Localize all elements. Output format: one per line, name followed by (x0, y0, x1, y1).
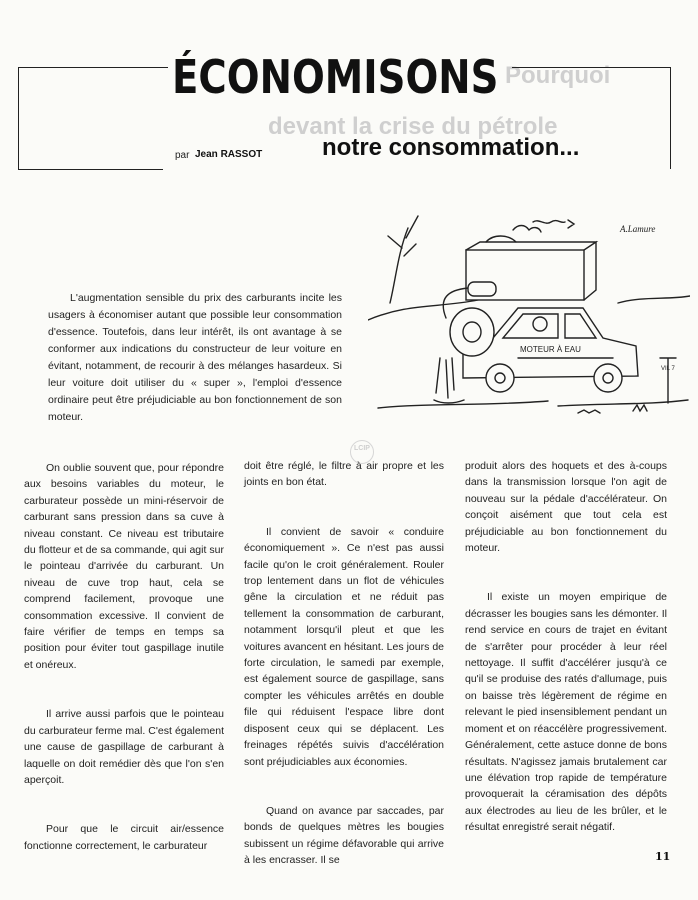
paragraph: On oublie souvent que, pour répondre aux besoins variables du moteur, le carburateur possède un mini-réservoir de carburant sans pression dans sa cuve à niveau constant. Ce niveau est tributaire du flotteur et de sa commande, qui agit sur le pointeau d'arrivée du carburant. Un niveau de cuve trop haut, cela se comprend facilement, provoque une consommation excessive. Il convient de faire vérifier de temps en temps sa position pour éviter tout gaspillage inutile et onéreux. (24, 462, 224, 671)
show-through-text: Pourquoi (505, 62, 611, 89)
article-subtitle: notre consommation... (322, 134, 580, 161)
paragraph: Il convient de savoir « conduire économiquement ». Ce n'est pas aussi facile qu'on le croit généralement. Rouler trop lentement dans un flot de véhicules gêne la circulation et ne réduit pas tellement la consommation de carburant, notamment lorsqu'il pleut et que les voitures avancent en hésitant. Les jours de forte circulation, le samedi par exemple, est également source de gaspillage, sans compter les véhicules arrêtés en double file qui réduisent l'espace libre dont disposent ceux qui se déplacent. Les freinages répétés suivis d'accélération sont préjudiciables aux économies. (244, 525, 444, 768)
text-column-1 (24, 460, 224, 887)
article-intro: L'augmentation sensible du prix des carburants incite les usagers à économiser autant que possible leur consommation d'essence. Toutefois, dans leur intérêt, ils ont avantage à se conformer aux indications du constructeur de leur voiture en évitant, notamment, de recourir à des mélanges hasardeux. Si leur voiture doit utiliser du « super », l'emploi d'essence ordinaire peut être préjudiciable au bon fonctionnement de son moteur. (48, 292, 342, 423)
title-frame-line (18, 67, 168, 68)
paragraph: Il existe un moyen empirique de décrasser les bougies sans les démonter. Il rend service en cours de trajet en évitant de s'arrêter pour procéder à leur réel nettoyage. Il suffit d'accélérer jusqu'à ce qu'il se produise des ratés d'allumage, puis on baisse très légèrement de régime en relevant le pied insensiblement pendant un moment et on réaccélère progressivement. Généralement, cette astuce donne de bons résultats. N'agissez jamais brutalement car une élévation trop rapide de température provoquerait la céramisation des dépôts aux électrodes au lieu de les brûler, et le résultat enregistré serait négatif. (465, 591, 667, 834)
byline-author: Jean RASSOT (195, 149, 263, 160)
library-stamp: LCIP (350, 440, 374, 464)
paragraph: produit alors des hoquets et des à-coups dans la transmission lorsque l'on agit de nouveau sur la pédale d'accélérateur. On conçoit aisément que tout cela est préjudiciable au bon fonctionnement du moteur. (465, 460, 667, 555)
signpost (660, 358, 676, 403)
paragraph: Il arrive aussi parfois que le pointeau du carburateur ferme mal. C'est également une cause de gaspillage de carburant à laquelle on doit remédier dès que l'on s'en aperçoit. (24, 708, 224, 786)
artist-signature: A.Lamure (620, 224, 656, 234)
car-wheel (486, 364, 514, 392)
title-frame-line (18, 67, 19, 169)
title-frame-line (512, 67, 670, 68)
signpost-label: VIL 7 (661, 366, 675, 372)
show-through-text: devant la crise du pétrole (268, 113, 558, 140)
car-wheel (594, 364, 622, 392)
byline-prefix: par (175, 150, 190, 161)
cartoon-illustration (368, 208, 690, 433)
paragraph: Pour que le circuit air/essence fonctionne correctement, le carburateur (24, 823, 224, 852)
paragraph: Quand on avance par saccades, par bonds de quelques mètres les bougies subissent un régime défavorable qui arrive à les encrasser. Il se (244, 804, 444, 867)
article-title: ÉCONOMISONS (172, 50, 499, 104)
tree-drawing (388, 216, 418, 303)
spare-wheel (450, 308, 494, 356)
title-frame-line (670, 67, 671, 169)
dripping-water (434, 358, 464, 403)
car-label: MOTEUR À EAU (520, 345, 581, 354)
text-column-2 (244, 458, 444, 900)
text-column-3 (465, 458, 667, 869)
paragraph: doit être réglé, le filtre à air propre et les joints en bon état. (244, 460, 444, 489)
page-number: 11 (655, 850, 671, 863)
title-frame-line (18, 169, 163, 170)
